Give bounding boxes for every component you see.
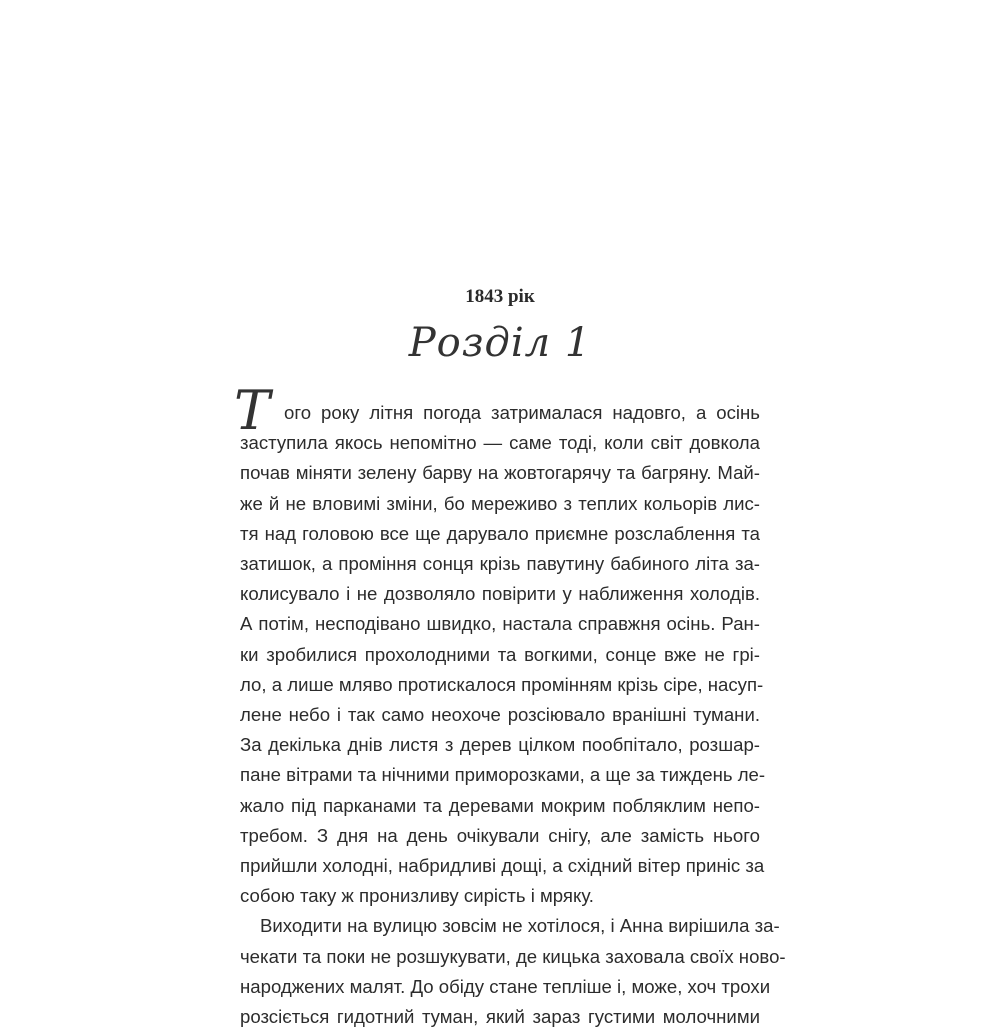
text-line: собою таку ж пронизливу сирість і мряку. xyxy=(240,885,594,907)
text-line: требом. З дня на день очікували снігу, але замість нього xyxy=(240,824,760,846)
text-line: ки зробилися прохолодними та вогкими, сонце вже не грі- xyxy=(240,643,760,665)
text-line: прийшли холодні, набридливі дощі, а східний вітер приніс за xyxy=(240,855,765,877)
text-line: же й не вловимі зміни, бо мереживо з теплих кольорів лис- xyxy=(240,492,760,514)
drop-cap: Т xyxy=(234,379,271,442)
text-line-content: ого року літня погода затрималася надовго, а осінь xyxy=(284,402,760,423)
text-line: затишок, а проміння сонця крізь павутину бабиного літа за- xyxy=(240,553,760,575)
text-line: чекати та поки не розшукувати, де кицька заховала своїх ново- xyxy=(240,945,786,967)
text-line: А потім, несподівано швидко, настала справжня осінь. Ран- xyxy=(240,613,760,635)
text-line: ло, а лише мляво протискалося промінням крізь сіре, насуп- xyxy=(240,673,764,695)
chapter-title: Розділ 1 xyxy=(408,320,592,366)
year-heading: 1843 рік xyxy=(465,286,535,307)
text-line: почав міняти зелену барву на жовтогарячу та багряну. Май- xyxy=(240,462,760,484)
text-line: За декілька днів листя з дерев цілком пообпітало, розшар- xyxy=(240,734,760,756)
text-line: тя над головою все ще дарувало приємне розслаблення та xyxy=(240,522,760,544)
text-line: лене небо і так само неохоче розсіювало вранішні тумани. xyxy=(240,704,760,726)
text-line: заступила якось непомітно — саме тоді, коли світ довкола xyxy=(240,432,760,454)
text-line: жало під парканами та деревами мокрим побляклим непо- xyxy=(240,794,760,816)
text-line: колисувало і не дозволяло повірити у наближення холодів. xyxy=(240,583,760,605)
text-line xyxy=(234,379,760,442)
text-line: розсіється гидотний туман, який зараз густими молочними xyxy=(240,1006,760,1028)
chapter-text xyxy=(234,379,786,1032)
text-line: Виходити на вулицю зовсім не хотілося, і Анна вирішила за- xyxy=(260,915,780,937)
text-line: народжених малят. До обіду стане тепліше і, може, хоч трохи xyxy=(240,975,771,997)
text-line: пане вітрами та нічними приморозками, а ще за тиждень ле- xyxy=(240,764,766,786)
